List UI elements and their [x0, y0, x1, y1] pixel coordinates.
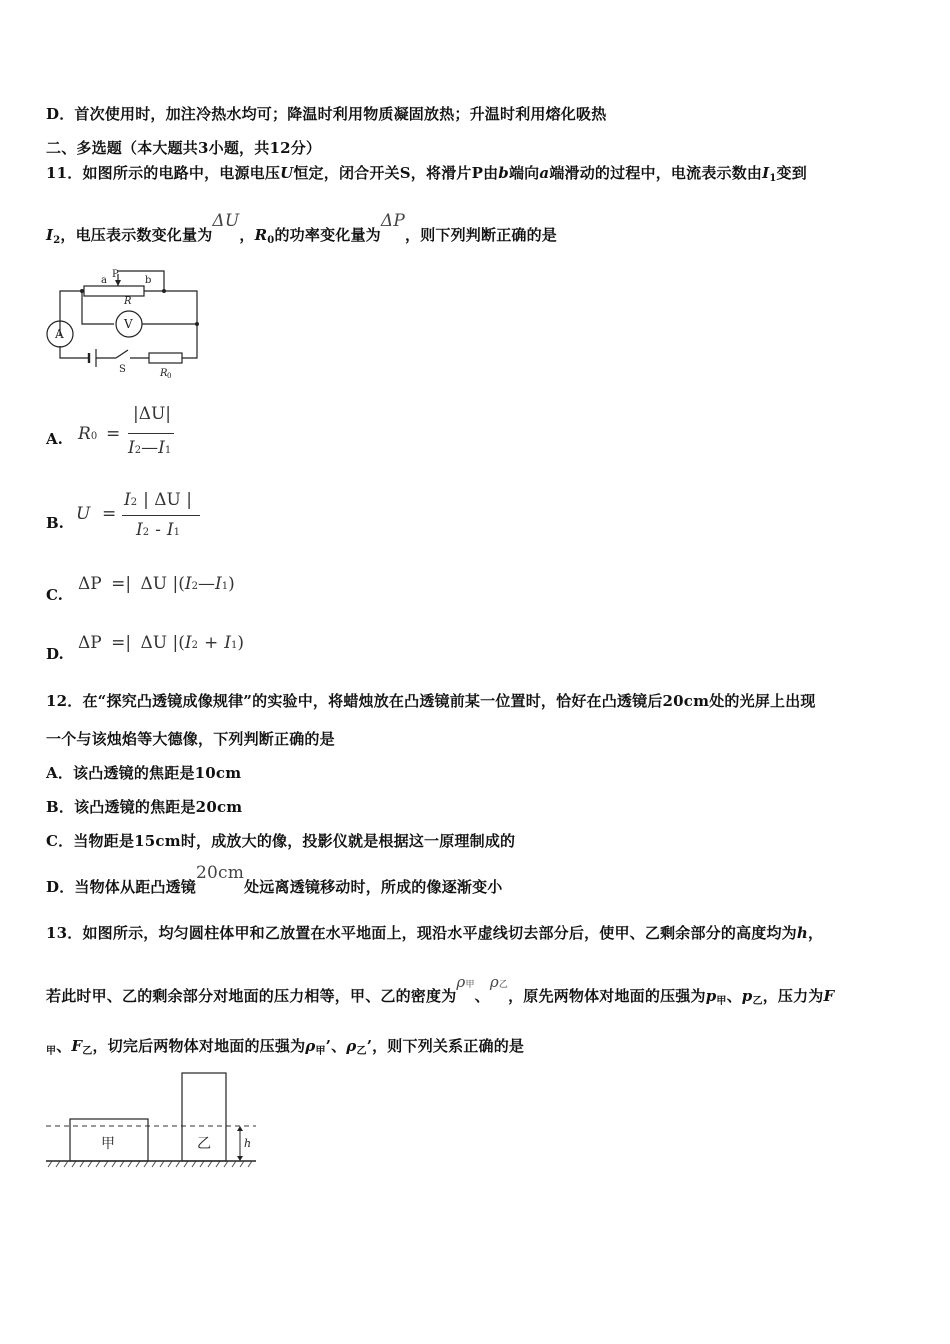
q11-var-b: b — [498, 164, 509, 182]
q11-d-close: ) — [237, 633, 244, 653]
q12-text-2: 一个与该烛焰等大德像，下列判断正确的是 — [46, 730, 335, 748]
junction-dot-b — [162, 289, 166, 293]
q11-text-2b: ， — [239, 226, 255, 244]
q13-f-yi-sub: 乙 — [82, 1046, 93, 1057]
q11-var-r0-sub: 0 — [267, 235, 275, 246]
q13-rho-yi-sub: 乙 — [498, 980, 509, 990]
q12-option-d — [46, 863, 503, 897]
q11-a-lhs-sub: 0 — [90, 431, 98, 442]
q11-text-2a: ，电压表示数变化量为 — [60, 226, 213, 244]
q11-b-den-i1: I — [166, 520, 174, 540]
prev-option-d-text: D．首次使用时，加注冷热水均可；降温时利用物质凝固放热；升温时利用熔化吸热 — [46, 105, 607, 123]
q13-var-h: h — [796, 924, 808, 942]
q11-stem-line1 — [46, 162, 807, 184]
q13-text-3a: ，切完后两物体对地面的压强为 — [92, 1037, 306, 1055]
label-jia: 甲 — [101, 1136, 115, 1152]
q13-f-jia: F — [823, 987, 835, 1005]
section-header — [46, 137, 321, 158]
q13-stem-line1 — [46, 922, 823, 943]
q11-b-den-i2-sub: 2 — [142, 527, 150, 538]
q11-c-eq: =| — [111, 574, 132, 594]
q11-c-close: ) — [228, 574, 235, 594]
q11-option-b-denominator — [136, 520, 180, 540]
q11-delta-p: ΔP — [380, 211, 405, 231]
q11-option-d-formula — [78, 633, 244, 653]
switch-label: S — [119, 364, 126, 375]
q11-option-d-letter: D. — [46, 645, 64, 663]
q13-text-3b: ’，则下列关系正确的是 — [366, 1037, 525, 1055]
q11-d-eq: =| — [111, 633, 132, 653]
circuit-label-a: a — [101, 275, 107, 286]
q11-d-i1: I — [224, 633, 231, 653]
q11-a-den-i1-sub: 1 — [164, 445, 172, 456]
q11-a-den-op: — — [141, 438, 159, 458]
q11-text-b: 恒定，闭合开关S，将滑片P由 — [293, 164, 499, 182]
q11-option-b-eq: = — [102, 504, 117, 524]
slider-arrow-icon — [115, 280, 121, 286]
circuit-label-p: P — [112, 269, 119, 280]
q13-stem-line2 — [46, 973, 835, 1007]
q13-sep-2: 、 — [726, 987, 742, 1005]
q11-c-op: — — [198, 574, 215, 594]
q13-text-1b: ， — [808, 924, 824, 942]
h-arrow-bottom-icon — [237, 1156, 243, 1161]
q11-var-u: U — [280, 164, 294, 182]
q13-rho-jia-sub: 甲 — [465, 980, 475, 990]
q11-option-b-letter: B. — [46, 514, 64, 532]
q11-var-r0: R — [254, 226, 268, 244]
voltmeter-label: V — [124, 317, 133, 331]
label-yi: 乙 — [197, 1136, 211, 1152]
q12-option-a — [46, 762, 241, 783]
q11-option-c-letter: C. — [46, 586, 63, 604]
q11-option-a-numerator: |ΔU| — [132, 404, 172, 424]
junction-dot-right — [195, 322, 199, 326]
q11-d-i2-sub: 2 — [191, 640, 198, 651]
q11-b-num-i2: I — [124, 490, 131, 510]
q11-stem-line2 — [46, 211, 558, 246]
prev-option-d — [46, 103, 606, 124]
q11-option-a-eq: = — [106, 424, 121, 444]
q11-option-b-fraction-bar — [122, 515, 200, 516]
q13-sep-3: 、 — [56, 1037, 72, 1055]
q13-sep-4: ’、 — [325, 1037, 347, 1055]
q11-text-a: 11．如图所示的电路中，电源电压 — [46, 164, 281, 182]
q11-option-a-denominator — [128, 438, 171, 458]
q13-rho-jia: ρ — [456, 973, 466, 991]
circuit-label-r0: R — [160, 368, 168, 379]
q12-option-c-text: C．当物距是15cm时，成放大的像，投影仪就是根据这一原理制成的 — [46, 832, 516, 850]
q11-d-paren: |( — [172, 633, 185, 653]
q11-c-i1: I — [215, 574, 222, 594]
q12-option-d-value: 20cm — [196, 863, 245, 883]
q11-d-dp: ΔP — [78, 633, 102, 653]
q11-option-b-lhs: U — [76, 504, 91, 524]
q12-stem-line1 — [46, 690, 816, 711]
q11-d-i2: I — [184, 633, 192, 653]
q11-c-dp: ΔP — [78, 574, 102, 594]
h-arrow-top-icon — [237, 1126, 243, 1131]
q13-p-jia-sub: 甲 — [716, 996, 727, 1007]
q11-d-i1-sub: 1 — [230, 640, 238, 651]
q12-option-b-text: B．该凸透镜的焦距是20cm — [46, 798, 243, 816]
q11-c-i2-sub: 2 — [191, 581, 198, 592]
cylinders-figure — [44, 1068, 260, 1172]
q11-b-den-i1-sub: 1 — [173, 527, 180, 538]
q13-sep-1: 、 — [474, 987, 490, 1005]
q11-a-den-i2-sub: 2 — [134, 445, 142, 456]
q13-p-jia: p — [705, 987, 717, 1005]
ammeter-label: A — [55, 327, 64, 341]
q11-var-a: a — [539, 164, 550, 182]
q11-option-b-numerator — [124, 490, 192, 510]
q11-text-c: 端向 — [508, 164, 540, 182]
q13-stem-line3 — [46, 1035, 524, 1057]
q13-f-yi: F — [71, 1037, 83, 1055]
q11-delta-u: ΔU — [212, 211, 240, 231]
q11-var-i1: I — [762, 164, 770, 182]
q11-option-a-letter: A. — [46, 430, 63, 448]
q11-a-den-i2: I — [128, 438, 135, 458]
q11-c-i1-sub: 1 — [221, 581, 229, 592]
q13-text-2a: 若此时甲、乙的剩余部分对地面的压力相等，甲、乙的密度为 — [46, 987, 457, 1005]
q11-c-paren: |( — [172, 574, 185, 594]
label-h: h — [244, 1137, 252, 1150]
q11-var-i2-sub: 2 — [53, 235, 61, 246]
q13-p-jia-after-sub: 甲 — [315, 1046, 326, 1057]
q12-option-c — [46, 830, 515, 851]
q11-d-op: + — [204, 633, 219, 653]
q11-option-c-formula — [78, 574, 235, 594]
q11-d-du: ΔU — [140, 633, 168, 653]
q13-text-2c: ，压力为 — [762, 987, 824, 1005]
q11-option-a-fraction-bar — [128, 433, 174, 434]
q11-text-e: 变到 — [776, 164, 807, 182]
q13-p-yi-sub: 乙 — [752, 996, 763, 1007]
q13-p-yi: p — [741, 987, 753, 1005]
q11-b-den-i2: I — [136, 520, 143, 540]
circuit-label-r0-sub: 0 — [167, 372, 172, 380]
q11-c-du: ΔU — [140, 574, 168, 594]
q11-b-num-i2-sub: 2 — [130, 497, 138, 508]
q13-p-yi-after-sub: 乙 — [356, 1046, 367, 1057]
q12-option-b — [46, 796, 242, 817]
q12-stem-line2 — [46, 728, 335, 749]
circuit-label-b: b — [145, 275, 152, 286]
ground-hatch — [48, 1161, 252, 1167]
q12-option-d-text-a: D．当物体从距凸透镜 — [46, 878, 197, 896]
q11-option-a-lhs — [78, 424, 97, 444]
q13-p-jia-after: ρ — [305, 1037, 316, 1055]
q13-rho-yi: ρ — [489, 973, 499, 991]
circuit-label-r: R — [124, 296, 132, 307]
junction-dot-left — [80, 289, 84, 293]
q11-text-d: 端滑动的过程中，电流表示数由 — [549, 164, 763, 182]
q11-text-2c: 的功率变化量为 — [274, 226, 381, 244]
q13-f-jia-sub: 甲 — [46, 1046, 57, 1057]
q12-option-d-text-b: 处远离透镜移动时，所成的像逐渐变小 — [244, 878, 503, 896]
q11-a-den-i1: I — [158, 438, 165, 458]
q12-option-a-text: A．该凸透镜的焦距是10cm — [46, 764, 242, 782]
q11-b-num-du: | ΔU | — [143, 490, 192, 510]
circuit-diagram — [44, 266, 214, 382]
q13-text-2b: ，原先两物体对地面的压强为 — [508, 987, 706, 1005]
q12-text-1: 12．在“探究凸透镜成像规律”的实验中，将蜡烛放在凸透镜前某一位置时，恰好在凸透镜后20cm处的光屏上出现 — [46, 692, 816, 710]
q13-p-yi-after: ρ — [346, 1037, 357, 1055]
q11-b-den-op: - — [155, 520, 161, 540]
section-header-text: 二、多选题（本大题共3小题，共12分） — [46, 139, 322, 157]
q13-text-1a: 13．如图所示，均匀圆柱体甲和乙放置在水平地面上，现沿水平虚线切去部分后，使甲、乙剩余部分的高度均为 — [46, 924, 797, 942]
q11-c-i2: I — [184, 574, 192, 594]
q11-var-i1-sub: 1 — [769, 173, 777, 184]
q11-a-lhs-var: R — [78, 424, 91, 444]
q11-text-2d: ，则下列判断正确的是 — [405, 226, 558, 244]
q11-var-i2: I — [46, 226, 54, 244]
